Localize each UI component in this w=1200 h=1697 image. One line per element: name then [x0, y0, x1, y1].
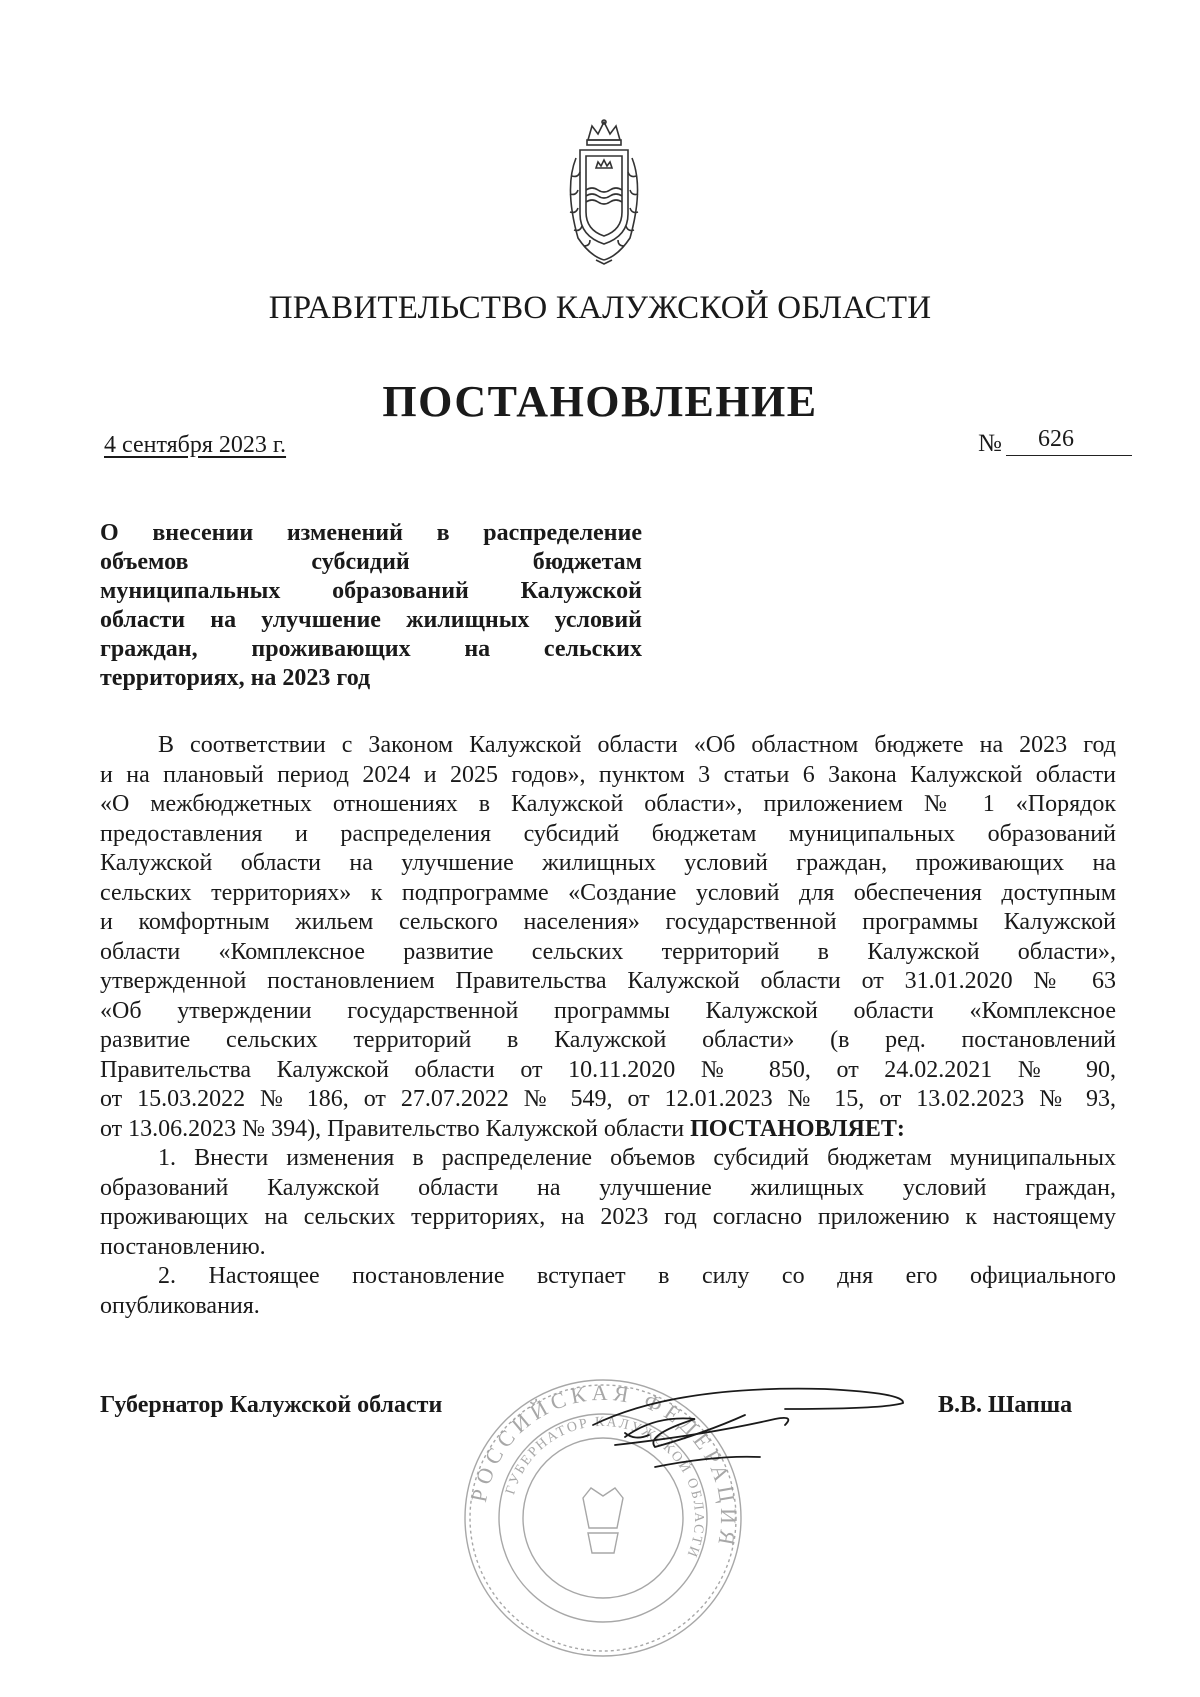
signatory-position: Губернатор Калужской области [100, 1392, 443, 1418]
body-line: предоставления и распределения субсидий бюджетам муниципальных образований [100, 820, 1116, 847]
item-1-line: проживающих на сельских территориях, на 2023 год согласно приложению к настоящему [100, 1204, 1116, 1230]
resolves-keyword: ПОСТАНОВЛЯЕТ: [690, 1115, 905, 1142]
body-line: сельских территориях» к подпрограмме «Создание условий для обеспечения доступным [100, 879, 1116, 906]
body-line: «О межбюджетных отношениях в Калужской области», приложением № 1 «Порядок [100, 791, 1116, 817]
body-line: «Об утверждении государственной программы Калужской области «Комплексное [100, 997, 1116, 1024]
seal-inner-text: ГУБЕРНАТОР КАЛУЖСКОЙ ОБЛАСТИ [503, 1414, 707, 1561]
number-label: № [978, 430, 1002, 457]
subject-line: области на улучшение жилищных условий [100, 607, 642, 633]
seal-outer-text: РОССИЙСКАЯ ФЕДЕРАЦИЯ [466, 1379, 742, 1552]
document-type-title: ПОСТАНОВЛЕНИЕ [382, 377, 818, 426]
document-body [100, 731, 1116, 1321]
subject-line: территориях, на 2023 год [100, 665, 371, 691]
body-line: Правительства Калужской области от 10.11.2020 № 850, от 24.02.2021 № 90, [100, 1056, 1116, 1083]
item-2-line: 2. Настоящее постановление вступает в силу со дня его официального [158, 1263, 1116, 1289]
item-1-line: 1. Внести изменения в распределение объемов субсидий бюджетам муниципальных [158, 1145, 1116, 1171]
body-line-last [100, 1115, 1116, 1145]
item-1-line: образований Калужской области на улучшение жилищных условий граждан, [100, 1174, 1116, 1201]
body-line: В соответствии с Законом Калужской области «Об областном бюджете на 2023 год [158, 732, 1116, 758]
subject-line: граждан, проживающих на сельских [100, 636, 642, 662]
number-underline [1006, 455, 1132, 456]
document-subject [100, 519, 642, 693]
subject-line: О внесении изменений в распределение [100, 520, 642, 546]
body-line: и комфортным жильем сельского населения» государственной программы Калужской [100, 909, 1116, 935]
document-date: 4 сентября 2023 г. [104, 432, 287, 458]
item-2-line: опубликования. [100, 1292, 260, 1319]
body-line: области «Комплексное развитие сельских территорий в Калужской области», [100, 938, 1116, 965]
organization-title: ПРАВИТЕЛЬСТВО КАЛУЖСКОЙ ОБЛАСТИ [268, 290, 932, 326]
body-line: утвержденной постановлением Правительства Калужской области от 31.01.2020 № 63 [100, 968, 1116, 994]
body-last-text: от 13.06.2023 № 394), Правительство Калужской области [100, 1115, 691, 1142]
item-1-line: постановлению. [100, 1233, 266, 1260]
subject-line: муниципальных образований Калужской [100, 578, 642, 604]
body-line: и на плановый период 2024 и 2025 годов», пунктом 3 статьи 6 Закона Калужской области [100, 761, 1116, 788]
handwritten-signature-icon [585, 1375, 915, 1485]
signatory-name: В.В. Шапша [938, 1392, 1073, 1418]
body-line: Калужской области на улучшение жилищных условий граждан, проживающих на [100, 850, 1116, 876]
body-line: развитие сельских территорий в Калужской области» (в ред. постановлений [100, 1027, 1116, 1053]
coat-of-arms-icon [556, 118, 652, 266]
body-line: от 15.03.2022 № 186, от 27.07.2022 № 549, от 12.01.2023 № 15, от 13.02.2023 № 93, [100, 1086, 1116, 1112]
subject-line: объемов субсидий бюджетам [100, 549, 642, 575]
document-number: 626 [1038, 426, 1074, 452]
